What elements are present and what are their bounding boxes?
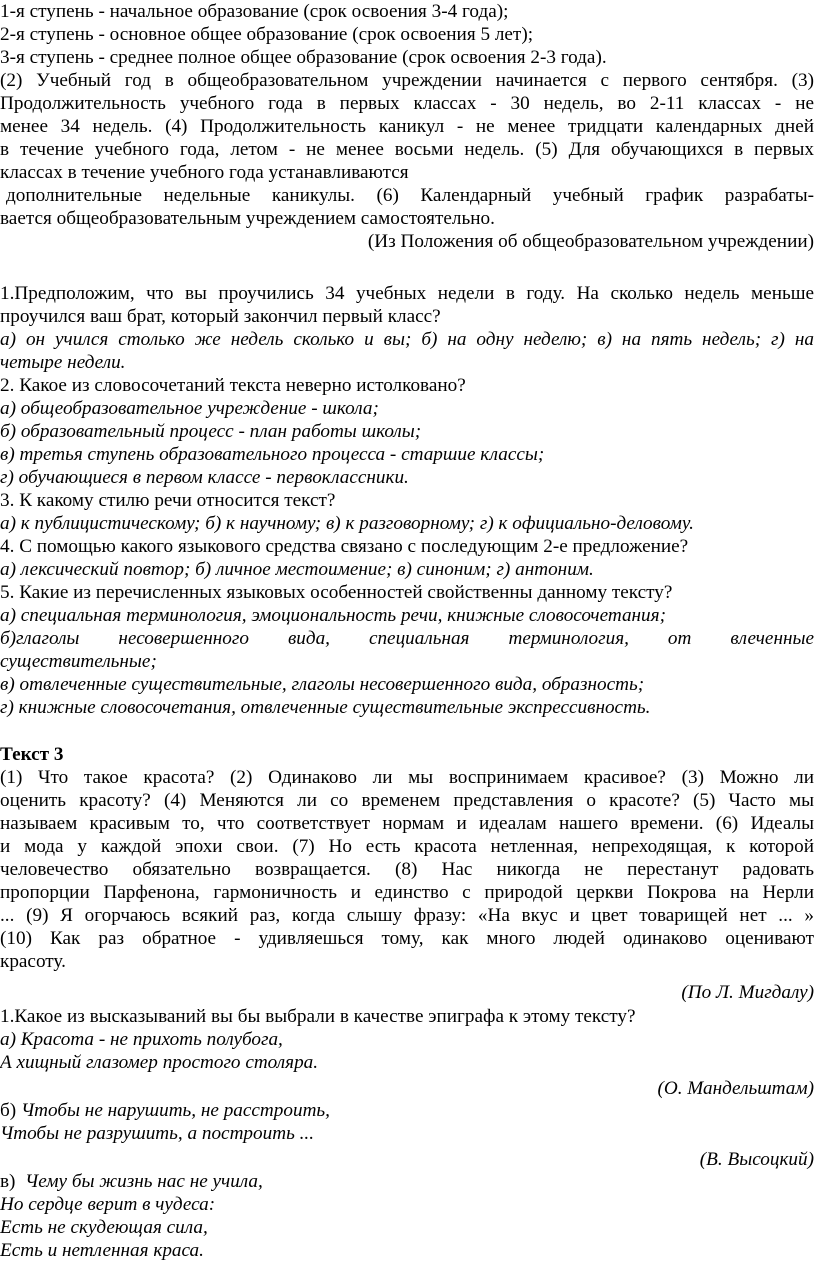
intro-paragraph-line: в течение учебного года, летом - не менее восьми недель. (5) Для обучающихся в первых [0,139,814,160]
stage-line-3: 3-я ступень - среднее полное общее образование (срок освоения 2-3 года). [0,47,607,68]
text3-body-line: (10) Как раз обратное - удивляешься тому, как много людей одинаково оценивают [0,928,814,949]
text3-source: (По Л. Мигдалу) [681,982,814,1003]
epigraph-a-line: А хищный глазомер простого столяра. [0,1052,319,1073]
stage-line-1: 1-я ступень - начальное образование (срок освоения 3-4 года); [0,1,509,22]
text3-body-line: человечество обязательно возвращается. (8) Нас никогда не перестанут радовать [0,859,814,880]
question-1-text: 1.Предположим, что вы проучились 34 учебных недели в году. На сколько недель меньше [0,283,814,304]
intro-paragraph-line: менее 34 недель. (4) Продолжительность каникул - не менее тридцати календарных дней [0,116,814,137]
intro-paragraph-line: (2) Учебный год в общеобразовательном учреждении начинается с первого сентября. (3) [0,70,814,91]
source-citation: (Из Положения об общеобразовательном учреждении) [367,231,814,252]
question-2-option-a: а) общеобразовательное учреждение - школа; [0,398,379,419]
question-3-text: 3. К какому стилю речи относится текст? [0,490,336,511]
question-2-option-d: г) обучающиеся в первом классе - первоклассники. [0,467,409,488]
question-2-option-b: б) образовательный процесс - план работы школы; [0,421,422,442]
epigraph-b-letter: б) [0,1100,17,1121]
stage-line-2: 2-я ступень - основное общее образование (срок освоения 5 лет); [0,24,534,45]
question-5-option-b-cont: существительные; [0,651,157,672]
epigraph-b-line-1 [0,1099,814,1123]
intro-paragraph-line: дополнительные недельные каникулы. (6) Календарный учебный график разрабаты- [6,185,814,206]
epigraph-a-line: а) Красота - не прихоть полубога, [0,1029,283,1050]
epigraph-c-line: Но сердце верит в чудеса: [0,1194,216,1215]
text3-body-line: оценить красоту? (4) Меняются ли со временем представления о красоте? (5) Часто мы [0,790,814,811]
intro-paragraph-line: Продолжительность учебного года в первых классах - 30 недель, во 2-11 классах - не [0,93,814,114]
question-4-text: 4. С помощью какого языкового средства связано с последующим 2-е предложение? [0,536,689,557]
text3-heading: Текст 3 [0,744,64,765]
question-5-option-b: б)глаголы несовершенного вида, специальная терминология, от влеченные [0,628,814,649]
epigraph-c-line-1 [0,1170,814,1194]
epigraph-b-author: (В. Высоцкий) [699,1149,814,1170]
question-3-options: а) к публицистическому; б) к научному; в) к разговорному; г) к официально-деловому. [0,513,694,534]
epigraph-c-line: Есть не скудеющая сила, [0,1217,208,1238]
epigraph-a-author: (О. Мандельштам) [657,1078,814,1099]
question-2-option-c: в) третья ступень образовательного процесса - старшие классы; [0,444,545,465]
text3-body-line: пропорции Парфенона, гармоничность и единство с природой церкви Покрова на Нерли [0,882,814,903]
epigraph-b-text: Чтобы не нарушить, не расстроить, [16,1100,330,1121]
intro-paragraph-line: классах в течение учебного года устанавливаются [0,162,409,183]
text3-body-line: и мода у каждой эпохи свои. (7) Но есть красота нетленная, непреходящая, к которой [0,836,814,857]
text3-body-line: (1) Что такое красота? (2) Одинаково ли мы воспринимаем красивое? (3) Можно ли [0,767,814,788]
intro-paragraph-line: вается общеобразовательным учреждением самостоятельно. [0,208,495,229]
text3-body-line: красоту. [0,951,66,972]
question-5-text: 5. Какие из перечисленных языковых особенностей свойственны данному тексту? [0,582,673,603]
epigraph-c-line: Есть и нетленная краса. [0,1240,204,1261]
epigraph-c-text: Чему бы жизнь нас не учила, [15,1171,263,1192]
question-2-text: 2. Какое из словосочетаний текста неверно истолковано? [0,375,466,396]
question-5-option-c: в) отвлеченные существительные, глаголы несовершенного вида, образность; [0,674,645,695]
text3-question-1-text: 1.Какое из высказываний вы бы выбрали в качестве эпиграфа к этому тексту? [0,1006,636,1027]
epigraph-b-line: Чтобы не разрушить, а построить ... [0,1123,314,1144]
question-1-options: а) он учился столько же недель сколько и вы; б) на одну неделю; в) на пять недель; г) на [0,329,814,350]
question-1-options: четыре недели. [0,352,126,373]
question-5-option-d: г) книжные словосочетания, отвлеченные существительные экспрессивность. [0,697,651,718]
text3-body-line: называем красивым то, что соответствует нормам и идеалам нашего времени. (6) Идеалы [0,813,814,834]
epigraph-c-letter: в) [0,1171,16,1192]
question-1-text: проучился ваш брат, который закончил первый класс? [0,306,441,327]
question-5-option-a: а) специальная терминология, эмоциональность речи, книжные словосочетания; [0,605,666,626]
question-4-options: а) лексический повтор; б) личное местоимение; в) синоним; г) антоним. [0,559,594,580]
text3-body-line: ... (9) Я огорчаюсь всякий раз, когда слышу фразу: «На вкус и цвет товарищей нет ... » [0,905,814,926]
